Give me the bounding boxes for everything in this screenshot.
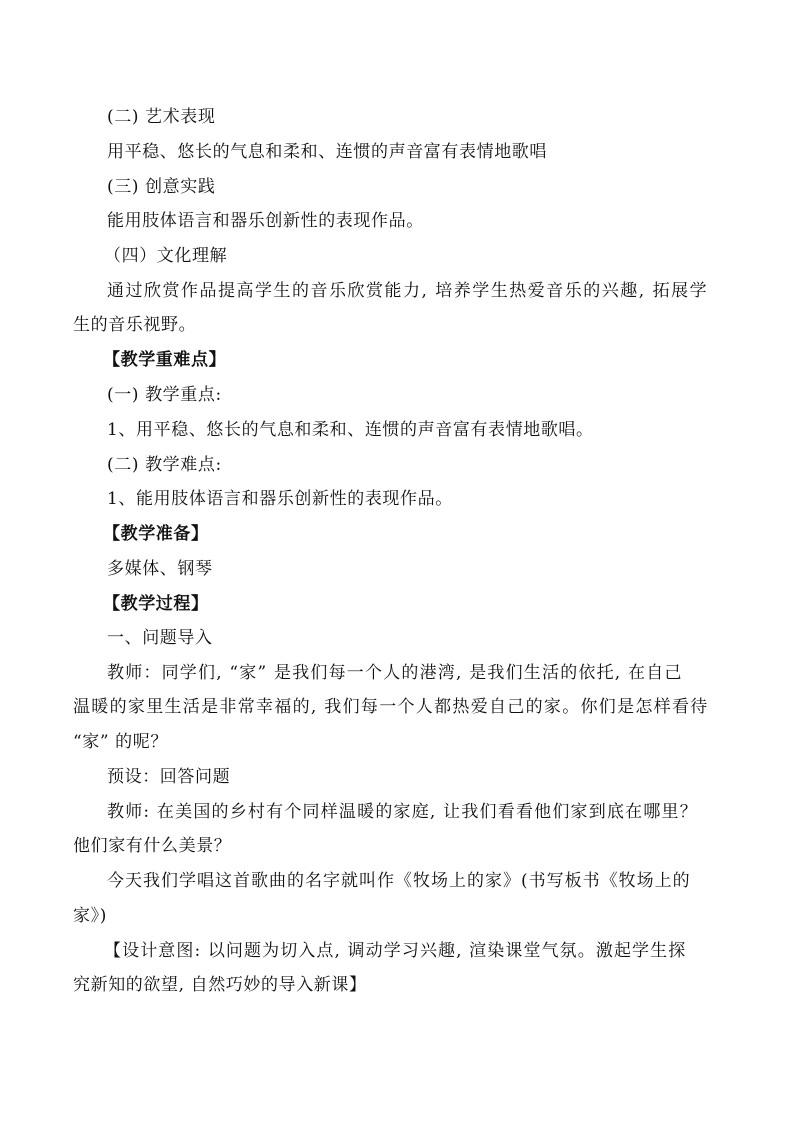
paragraph-text-continued: 生的音乐视野。 bbox=[73, 315, 197, 335]
design-intent-note-continued: 究新知的欲望, 自然巧妙的导入新课】 bbox=[73, 975, 367, 995]
section-heading-creative-practice: (三) 创意实践 bbox=[107, 177, 216, 197]
paragraph-text-continued: 他们家有什么美景？ bbox=[73, 836, 232, 856]
subheading-difficult-points: (二) 教学难点: bbox=[107, 455, 222, 475]
paragraph-text-continued: “家” 的呢？ bbox=[73, 732, 168, 752]
section-title-key-difficult-points: 【教学重难点】 bbox=[103, 350, 227, 370]
list-item: 1、能用肢体语言和器乐创新性的表现作品。 bbox=[107, 489, 453, 509]
paragraph-text: 今天我们学唱这首歌曲的名字就叫作《牧场上的家》(书写板书《牧场上的 bbox=[107, 871, 691, 891]
paragraph-text: 通过欣赏作品提高学生的音乐欣赏能力, 培养学生热爱音乐的兴趣, 拓展学 bbox=[107, 281, 709, 301]
list-item: 1、用平稳、悠长的气息和柔和、连惯的声音富有表情地歌唱。 bbox=[107, 420, 594, 440]
paragraph-text: 能用肢体语言和器乐创新性的表现作品。 bbox=[107, 211, 424, 231]
paragraph-text: 教师: 在美国的乡村有个同样温暖的家庭, 让我们看看他们家到底在哪里？ bbox=[107, 802, 698, 822]
paragraph-text: 用平稳、悠长的气息和柔和、连惯的声音富有表情地歌唱 bbox=[107, 142, 547, 162]
section-heading-artistic-expression: (二) 艺术表现 bbox=[107, 107, 216, 127]
design-intent-note: 【设计意图: 以问题为切入点, 调动学习兴趣, 渲染课堂气氛。激起学生探 bbox=[104, 941, 687, 961]
paragraph-text: 教师：同学们, “家” 是我们每一个人的港湾, 是我们生活的依托, 在自己 bbox=[107, 663, 683, 683]
paragraph-text: 预设：回答问题 bbox=[107, 767, 231, 787]
paragraph-text-continued: 家》) bbox=[73, 906, 107, 926]
paragraph-text: 多媒体、钢琴 bbox=[107, 559, 213, 579]
paragraph-text-continued: 温暖的家里生活是非常幸福的, 我们每一个人都热爱自己的家。你们是怎样看待 bbox=[73, 697, 709, 717]
section-heading-cultural-understanding: （四）文化理解 bbox=[104, 246, 228, 266]
section-title-preparation: 【教学准备】 bbox=[103, 524, 209, 544]
subheading-key-points: (一) 教学重点: bbox=[107, 385, 222, 405]
section-title-teaching-process: 【教学过程】 bbox=[103, 594, 209, 614]
subheading-introduction: 一、问题导入 bbox=[107, 628, 213, 648]
